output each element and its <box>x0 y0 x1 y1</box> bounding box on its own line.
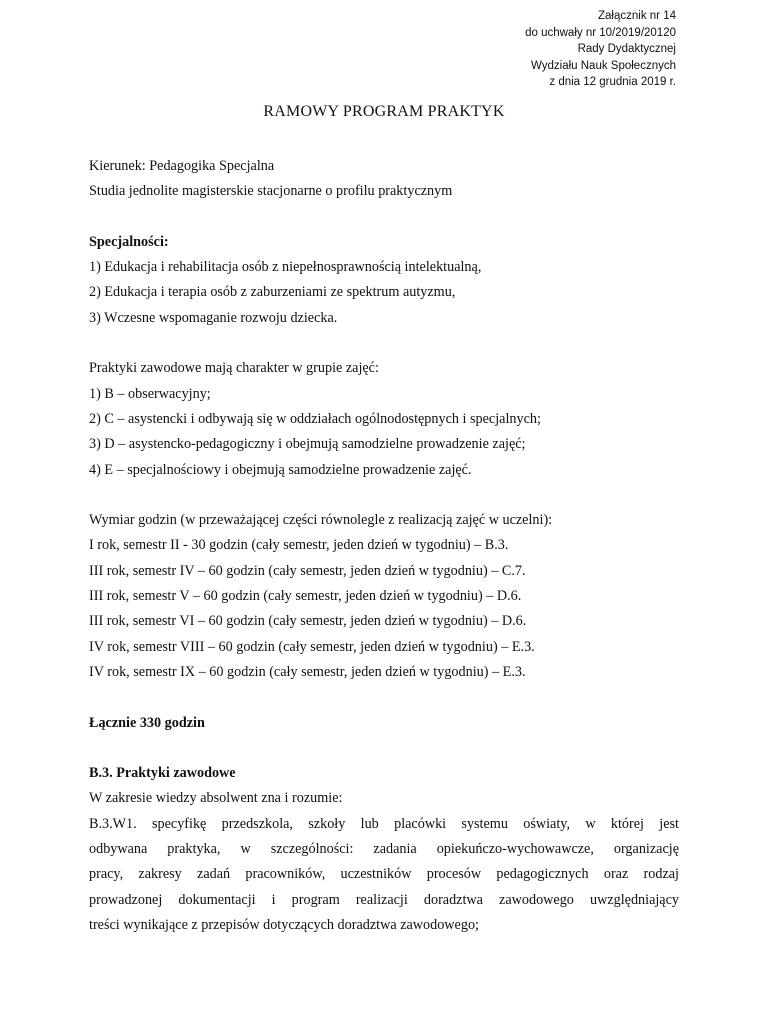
outcome-w1-line: B.3.W1. specyfikę przedszkola, szkoły lub placówki systemu oświaty, w której jest <box>89 815 679 832</box>
specialization-item: 3) Wczesne wspomaganie rozwoju dziecka. <box>89 309 338 326</box>
specialization-item: 2) Edukacja i terapia osób z zaburzeniami ze spektrum autyzmu, <box>89 284 456 301</box>
annex-line: z dnia 12 grudnia 2019 r. <box>549 76 676 88</box>
specialization-item: 1) Edukacja i rehabilitacja osób z niepełnosprawnością intelektualną, <box>89 259 482 276</box>
annex-line: Załącznik nr 14 <box>598 10 676 22</box>
hours-intro: Wymiar godzin (w przeważającej części równolegle z realizacją zajęć w uczelni): <box>89 512 553 529</box>
section-b3-heading: B.3. Praktyki zawodowe <box>89 765 236 782</box>
study-mode: Studia jednolite magisterskie stacjonarne o profilu praktycznym <box>89 183 453 200</box>
practice-type-item: 3) D – asystencko-pedagogiczny i obejmują samodzielne prowadzenie zajęć; <box>89 436 526 453</box>
outcome-w1-line: odbywana praktyka, w szczególności: zadania opiekuńczo-wychowawcze, organizację <box>89 841 679 858</box>
spacer <box>89 205 679 230</box>
field-of-study: Kierunek: Pedagogika Specjalna <box>89 158 275 174</box>
practice-types-intro: Praktyki zawodowe mają charakter w grupie zajęć: <box>89 360 379 377</box>
practice-type-item: 2) C – asystencki i odbywają się w oddziałach ogólnodostępnych i specjalnych; <box>89 410 541 427</box>
hours-item: I rok, semestr II - 30 godzin (cały semestr, jeden dzień w tygodniu) – B.3. <box>89 537 509 554</box>
spacer <box>89 331 679 356</box>
practice-type-item: 1) B – obserwacyjny; <box>89 385 211 402</box>
annex-line: Wydziału Nauk Społecznych <box>531 59 676 72</box>
spacer <box>89 483 679 508</box>
spacer <box>89 736 679 761</box>
hours-item: III rok, semestr VI – 60 godzin (cały semestr, jeden dzień w tygodniu) – D.6. <box>89 613 527 630</box>
outcome-w1-line: treści wynikające z przepisów dotyczących doradztwa zawodowego; <box>89 916 479 933</box>
hours-item: IV rok, semestr VIII – 60 godzin (cały semestr, jeden dzień w tygodniu) – E.3. <box>89 638 535 655</box>
spacer <box>89 685 679 710</box>
specializations-heading: Specjalności: <box>89 233 169 250</box>
annex-header <box>525 8 676 91</box>
document-title: RAMOWY PROGRAM PRAKTYK <box>263 103 505 120</box>
practice-type-item: 4) E – specjalnościowy i obejmują samodzielne prowadzenie zajęć. <box>89 461 472 478</box>
hours-item: IV rok, semestr IX – 60 godzin (cały semestr, jeden dzień w tygodniu) – E.3. <box>89 663 526 680</box>
hours-item: III rok, semestr V – 60 godzin (cały semestr, jeden dzień w tygodniu) – D.6. <box>89 588 522 605</box>
outcome-w1-line: prowadzonej dokumentacji i program realizacji doradztwa zawodowego uwzględniający <box>89 891 679 908</box>
annex-line: do uchwały nr 10/2019/20120 <box>525 26 676 39</box>
section-b3-subheading: W zakresie wiedzy absolwent zna i rozumie: <box>89 790 343 807</box>
hours-total: Łącznie 330 godzin <box>89 714 205 731</box>
document-body <box>89 154 679 938</box>
hours-item: III rok, semestr IV – 60 godzin (cały semestr, jeden dzień w tygodniu) – C.7. <box>89 562 526 579</box>
outcome-w1-line: pracy, zakresy zadań pracowników, uczestników procesów pedagogicznych oraz rodzaj <box>89 866 679 883</box>
annex-line: Rady Dydaktycznej <box>577 43 676 55</box>
